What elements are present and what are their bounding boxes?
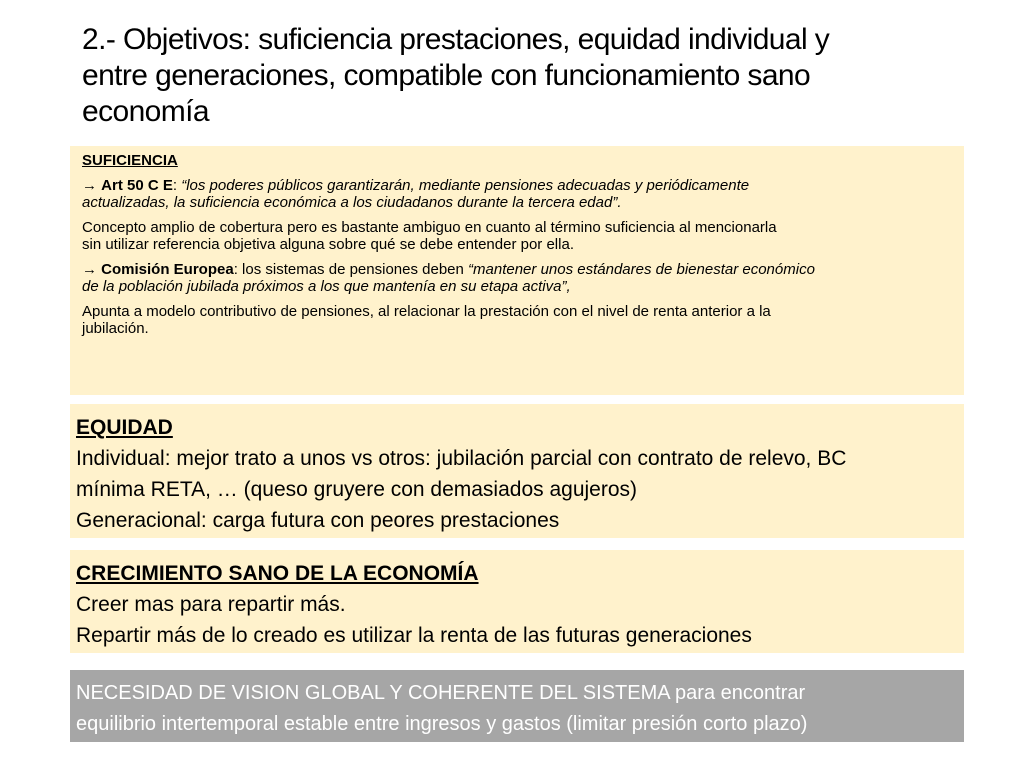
art50-colon: :	[172, 177, 178, 194]
equidad-line2: mínima RETA, … (queso gruyere con demasiados agujeros)	[76, 478, 638, 501]
equidad-line1: Individual: mejor trato a unos vs otros: jubilación parcial con contrato de relevo, BC	[76, 447, 847, 470]
art50-quote-line2: actualizadas, la suficiencia económica a los ciudadanos durante la tercera edad”.	[82, 194, 622, 211]
suficiencia-heading: SUFICIENCIA	[82, 152, 178, 169]
necesidad-line2: equilibrio intertemporal estable entre ingresos y gastos (limitar presión corto plazo)	[76, 713, 808, 735]
necesidad-line1: NECESIDAD DE VISION GLOBAL Y COHERENTE DEL SISTEMA para encontrar	[76, 682, 806, 704]
art50-quote-line1: “los poderes públicos garantizarán, mediante pensiones adecuadas y periódicamente	[181, 177, 750, 194]
apunta-line2: jubilación.	[82, 320, 149, 337]
comision-quote-line1: “mantener unos estándares de bienestar económico	[468, 261, 815, 278]
crecimiento-heading: CRECIMIENTO SANO DE LA ECONOMÍA	[76, 562, 479, 585]
necesidad-box	[70, 670, 964, 742]
art50-label: Art 50 C E	[101, 177, 173, 194]
comision-quote-line2: de la población jubilada próximos a los que mantenía en su etapa activa”,	[82, 278, 571, 295]
concepto-line1: Concepto amplio de cobertura pero es bastante ambiguo en cuanto al término suficiencia al mencionarla	[82, 219, 777, 236]
comision-label: Comisión Europea	[101, 261, 234, 278]
concepto-line2: sin utilizar referencia objetiva alguna sobre qué se debe entender por ella.	[82, 236, 574, 253]
slide-title	[82, 22, 982, 130]
crecimiento-line1: Creer mas para repartir más.	[76, 593, 346, 616]
slide-title-line-3: economía	[82, 95, 209, 128]
slide-title-line-1: 2.- Objetivos: suficiencia prestaciones, equidad individual y	[82, 23, 830, 56]
crecimiento-line2: Repartir más de lo creado es utilizar la renta de las futuras generaciones	[76, 624, 752, 647]
comision-line1	[82, 261, 952, 278]
slide-title-line-2: entre generaciones, compatible con funcionamiento sano	[82, 59, 811, 92]
equidad-line3: Generacional: carga futura con peores prestaciones	[76, 509, 560, 532]
arrow-icon: →	[82, 261, 97, 278]
crecimiento-box	[70, 550, 964, 653]
apunta-line1: Apunta a modelo contributivo de pensiones, al relacionar la prestación con el nivel de renta anterior a la	[82, 303, 771, 320]
comision-text: : los sistemas de pensiones deben	[233, 261, 464, 278]
arrow-icon: →	[82, 177, 97, 194]
suficiencia-p1-line1	[82, 177, 952, 194]
suficiencia-box	[70, 146, 964, 395]
equidad-box	[70, 404, 964, 538]
equidad-heading: EQUIDAD	[76, 416, 173, 439]
